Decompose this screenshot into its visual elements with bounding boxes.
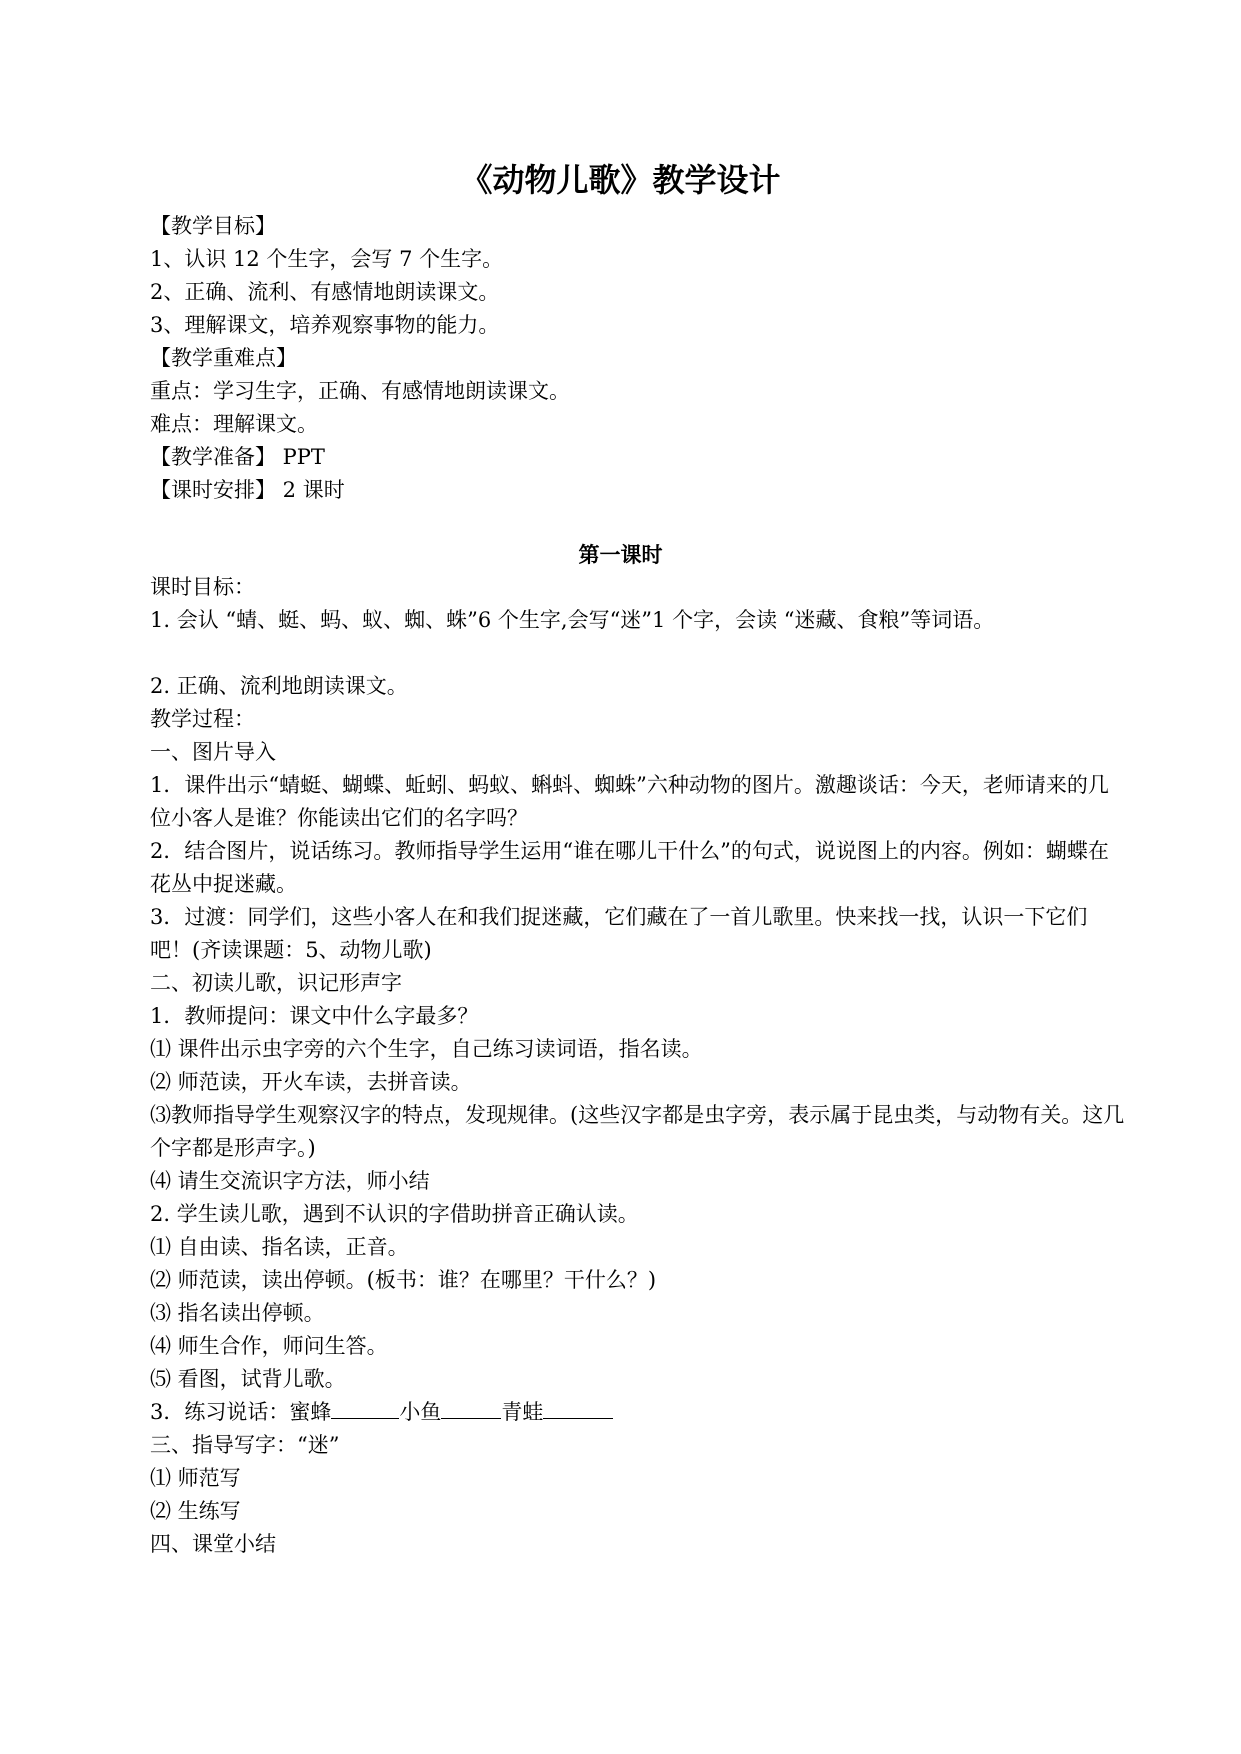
practice-frog: 青蛙 [501,1400,544,1424]
goal-item-3: 3、理解课文，培养观察事物的能力。 [150,313,500,337]
step-2-sub-1: ⑴ 课件出示虫字旁的六个生字，自己练习读词语，指名读。 [150,1037,703,1061]
step-2-read-1: ⑴ 自由读、指名读，正音。 [150,1235,409,1259]
step-4-heading: 四、课堂小结 [150,1532,276,1556]
difficulty-text: 难点：理解课文。 [150,412,318,436]
step-2-heading: 二、初读儿歌，识记形声字 [150,971,402,995]
step-3-sub-2: ⑵ 生练写 [150,1499,241,1523]
blank-line-bee [331,1396,399,1419]
lesson-goal-1: 1. 会认 “蜻、蜓、蚂、蚁、蜘、蛛”6 个生字,会写“迷”1 个字，会读 “迷藏、食粮”等词语。 [150,608,995,632]
section-title-lesson-1: 第一课时 [578,542,663,567]
step-2-sub-4: ⑷ 请生交流识字方法，师小结 [150,1169,430,1193]
goal-item-2: 2、正确、流利、有感情地朗读课文。 [150,280,500,304]
goal-item-1: 1、认识 12 个生字，会写 7 个生字。 [150,247,504,271]
step-2-item-1: 1．教师提问：课文中什么字最多？ [150,1004,479,1028]
step-2-read-2: ⑵ 师范读，读出停顿。(板书：谁？在哪里？干什么？) [150,1268,657,1292]
practice-fish: 小鱼 [399,1400,442,1424]
step-1-item-1: 1．课件出示“蜻蜓、蝴蝶、蚯蚓、蚂蚁、蝌蚪、蜘蛛”六种动物的图片。激趣谈话：今天，老师请来的几位小客人是谁？你能读出它们的名字吗？ [150,773,1109,830]
lesson-goals-label: 课时目标： [150,575,255,599]
step-3-sub-1: ⑴ 师范写 [150,1466,241,1490]
step-3-heading: 三、指导写字：“迷” [150,1433,340,1457]
schedule-text: 【课时安排】 2 课时 [150,478,345,502]
step-2-read-3: ⑶ 指名读出停顿。 [150,1301,325,1325]
practice-prefix: 3．练习说话：蜜蜂 [150,1400,332,1424]
step-1-item-3: 3．过渡：同学们，这些小客人在和我们捉迷藏，它们藏在了一首儿歌里。快来找一找，认识一下它们吧！(齐读课题：5、动物儿歌) [150,905,1088,962]
step-2-sub-2: ⑵ 师范读，开火车读，去拼音读。 [150,1070,472,1094]
process-label: 教学过程： [150,707,255,731]
blank-line-fish [441,1396,501,1419]
document-title: 《动物儿歌》教学设计 [460,161,781,199]
intro-section [150,210,1125,507]
preparation-text: 【教学准备】 PPT [150,445,325,469]
blank-line-frog [543,1396,613,1419]
practice-line [150,1396,1125,1429]
key-point-text: 重点：学习生字，正确、有感情地朗读课文。 [150,379,570,403]
step-1-heading: 一、图片导入 [150,740,276,764]
step-1-item-2: 2．结合图片，说话练习。教师指导学生运用“谁在哪儿干什么”的句式，说说图上的内容。例如：蝴蝶在花丛中捉迷藏。 [150,839,1109,896]
step-2-read-4: ⑷ 师生合作，师问生答。 [150,1334,388,1358]
step-2-sub-3: ⑶教师指导学生观察汉字的特点，发现规律。(这些汉字都是虫字旁，表示属于昆虫类，与动物有关。这几个字都是形声字。) [150,1103,1125,1160]
step-2-read-5: ⑸ 看图，试背儿歌。 [150,1367,346,1391]
lesson-goal-2: 2. 正确、流利地朗读课文。 [150,674,408,698]
step-2-item-2: 2. 学生读儿歌，遇到不认识的字借助拼音正确认读。 [150,1202,639,1226]
heading-teaching-goals: 【教学目标】 [150,214,276,238]
lesson-body [150,571,1125,1561]
heading-key-difficulties: 【教学重难点】 [150,346,297,370]
